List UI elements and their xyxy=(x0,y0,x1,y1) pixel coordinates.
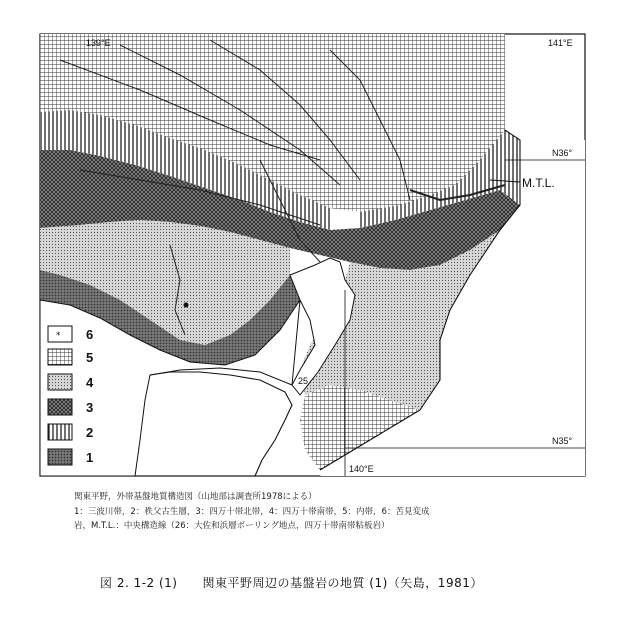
site-marker xyxy=(184,303,189,308)
lon-141-label: 141°E xyxy=(548,38,573,48)
legend-swatch-1 xyxy=(48,449,72,465)
mtl-label: M.T.L. xyxy=(522,176,555,190)
legend-label-2: 2 xyxy=(86,425,94,440)
caption-line-3: 岩，M.T.L.：中央構造線（26：大佐和浜層ボーリング地点，四万十帯南帯粘板岩） xyxy=(74,521,390,531)
figure-title: 図 2. 1-2 (1) 関東平野周辺の基盤岩の地質 (1)（矢島，1981） xyxy=(100,576,483,590)
legend-label-3: 3 xyxy=(86,400,94,415)
lon-140-label: 140°E xyxy=(349,464,374,474)
legend-swatch-5 xyxy=(48,349,72,365)
lat-36-label: N36° xyxy=(552,148,573,158)
legend-star-mark: * xyxy=(56,331,61,341)
legend-label-5: 5 xyxy=(86,350,94,365)
lon-139-label: 139°E xyxy=(86,38,111,48)
lat-35-label: N35° xyxy=(552,436,573,446)
legend-label-4: 4 xyxy=(86,375,94,390)
caption-line-1: 関東平野，外帯基盤地質構造図（山地部は調査所1978による） xyxy=(74,492,317,502)
site-25-label: 25 xyxy=(298,376,309,386)
legend-swatch-4 xyxy=(48,374,72,390)
caption-line-2: 1：三波川帯，2：秩父古生層，3：四万十帯北帯，4：四万十帯南帯，5：内帯，6：苦見変成 xyxy=(74,507,430,517)
legend-swatch-3 xyxy=(48,399,72,415)
legend-swatch-2 xyxy=(48,424,72,440)
legend-label-6: 6 xyxy=(86,327,94,342)
legend-label-1: 1 xyxy=(86,450,94,465)
